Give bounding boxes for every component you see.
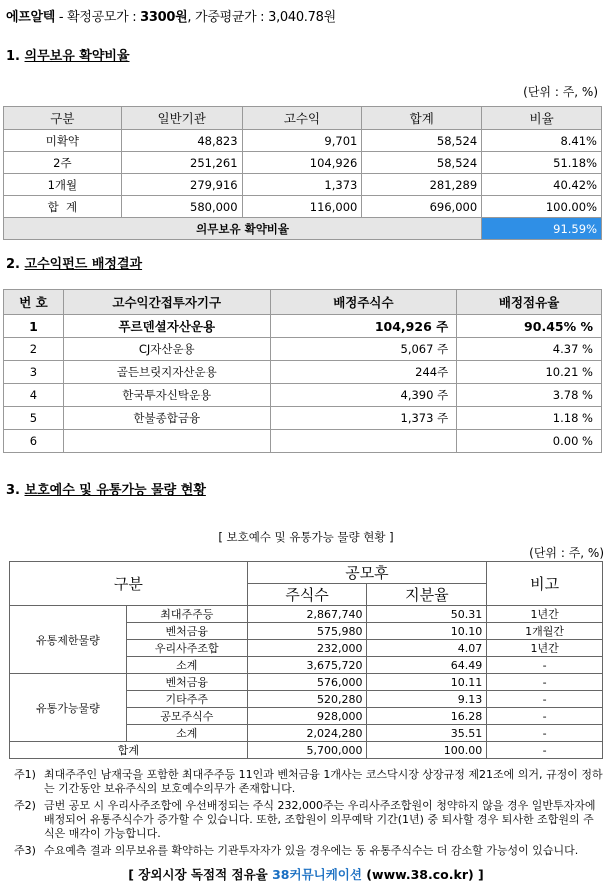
section3-unit: (단위 : 주, %) xyxy=(529,546,604,560)
footnote xyxy=(14,799,604,841)
table-header-row xyxy=(4,290,602,315)
table-row xyxy=(4,130,602,152)
column-header: 배정점유율 xyxy=(457,290,602,315)
offer-price: 3300원 xyxy=(140,10,188,25)
table-cell: 251,261 xyxy=(121,152,242,174)
table-cell: 벤처금융 xyxy=(126,674,247,691)
table-cell: 48,823 xyxy=(121,130,242,152)
footnote-key: 주1) xyxy=(14,768,36,781)
table-cell: 한국투자신탁운용 xyxy=(63,384,270,407)
column-header: 구분 xyxy=(4,107,122,130)
table-cell: 10.10 xyxy=(367,623,487,640)
table-cell: 104,926 주 xyxy=(270,315,457,338)
group-label: 유통가능물량 xyxy=(10,674,127,742)
section3-title-text: 보호예수 및 유통가능 물량 현황 xyxy=(24,483,206,498)
table-cell: 3.78 % xyxy=(457,384,602,407)
table-cell: 2주 xyxy=(4,152,122,174)
table-cell: - xyxy=(487,742,603,759)
footnote-key: 주2) xyxy=(14,799,36,812)
table-cell: 100.00% xyxy=(482,196,602,218)
table-row xyxy=(4,152,602,174)
group-label: 유통제한물량 xyxy=(10,606,127,674)
table-cell: - xyxy=(487,674,603,691)
fund-allocation-table xyxy=(3,289,602,453)
table-cell: 244주 xyxy=(270,361,457,384)
table-cell: 합계 xyxy=(10,742,248,759)
table-cell: - xyxy=(487,708,603,725)
table-cell: 3 xyxy=(4,361,64,384)
table-cell: 4,390 주 xyxy=(270,384,457,407)
section1-title xyxy=(6,45,130,64)
table-cell: 520,280 xyxy=(247,691,367,708)
section2-title xyxy=(6,253,142,272)
total-value: 91.59% xyxy=(482,218,602,240)
table-cell: 1.18 % xyxy=(457,407,602,430)
table-cell: 소계 xyxy=(126,725,247,742)
table-cell: 4.37 % xyxy=(457,338,602,361)
table-cell: 10.11 xyxy=(367,674,487,691)
table-cell: 3,675,720 xyxy=(247,657,367,674)
total-row xyxy=(10,742,603,759)
header-sep2: , 가중평균가 : xyxy=(187,10,269,25)
table-cell: 8.41% xyxy=(482,130,602,152)
column-header: 비율 xyxy=(482,107,602,130)
table-cell: CJ자산운용 xyxy=(63,338,270,361)
table-cell: 696,000 xyxy=(362,196,482,218)
table-cell: 기타주주 xyxy=(126,691,247,708)
section1-number: 1. xyxy=(6,49,20,64)
table-cell: 5,067 주 xyxy=(270,338,457,361)
table-row xyxy=(4,407,602,430)
table-cell: 51.18% xyxy=(482,152,602,174)
header-sep1: - 확정공모가 : xyxy=(55,10,141,25)
table-cell: 40.42% xyxy=(482,174,602,196)
table-cell xyxy=(63,430,270,453)
table-cell: 2 xyxy=(4,338,64,361)
column-header: 고수익간접투자기구 xyxy=(63,290,270,315)
table-cell: 928,000 xyxy=(247,708,367,725)
table-cell xyxy=(270,430,457,453)
section3-number: 3. xyxy=(6,483,20,498)
footnote-text: 최대주주인 남재국을 포함한 최대주주등 11인과 벤처금융 1개사는 코스닥시장 상장규정 제21조에 의거, 규정이 정하는 기간동안 보유주식의 보호예수의무가 존재합니다. xyxy=(44,768,603,795)
table-cell: 100.00 xyxy=(367,742,487,759)
table-row xyxy=(4,384,602,407)
table-row xyxy=(4,315,602,338)
table-cell: 64.49 xyxy=(367,657,487,674)
footnote xyxy=(14,768,604,796)
footnote-text: 금번 공모 시 우리사주조합에 우선배정되는 주식 232,000주는 우리사주조합원이 청약하지 않을 경우 일반투자자에 배정되어 유통주식수가 증가할 수 있습니다. 또한, 조합원이 의무예탁 기간(1년) 중 퇴사할 경우 퇴사한 조합원의 주식은 매각이 가능합니다. xyxy=(44,799,596,840)
table-cell: 벤처금융 xyxy=(126,623,247,640)
footer-pre: [ 장외시장 독점적 점유율 xyxy=(128,867,273,882)
table-cell: 279,916 xyxy=(121,174,242,196)
footnote xyxy=(14,844,604,858)
column-header: 지분율 xyxy=(367,584,487,606)
footer-banner xyxy=(0,865,612,883)
column-header: 구분 xyxy=(10,562,248,606)
table-cell: 58,524 xyxy=(362,130,482,152)
table-cell: 35.51 xyxy=(367,725,487,742)
column-header: 번 호 xyxy=(4,290,64,315)
table-cell: 1 xyxy=(4,315,64,338)
weighted-avg-price: 3,040.78원 xyxy=(268,10,336,25)
table-row xyxy=(4,361,602,384)
table-cell: - xyxy=(487,691,603,708)
section3-title xyxy=(6,479,206,498)
table-cell: 합 계 xyxy=(4,196,122,218)
table-cell: 한불종합금융 xyxy=(63,407,270,430)
table-row xyxy=(10,606,603,623)
total-label: 의무보유 확약비율 xyxy=(4,218,482,240)
column-header: 배정주식수 xyxy=(270,290,457,315)
table-cell: 116,000 xyxy=(242,196,362,218)
table-cell: 푸르덴셜자산운용 xyxy=(63,315,270,338)
table-cell: 1년간 xyxy=(487,606,603,623)
table-row xyxy=(4,196,602,218)
table-cell: 281,289 xyxy=(362,174,482,196)
table-cell: 580,000 xyxy=(121,196,242,218)
table-cell: 10.21 % xyxy=(457,361,602,384)
lockup-ratio-table xyxy=(3,106,602,240)
section1-unit: (단위 : 주, %) xyxy=(523,85,598,99)
table-cell: 575,980 xyxy=(247,623,367,640)
footnote-text: 수요예측 결과 의무보유를 확약하는 기관투자자가 있을 경우에는 동 유통주식수는 더 감소할 가능성이 있습니다. xyxy=(44,844,579,857)
table-row xyxy=(4,430,602,453)
column-header: 합계 xyxy=(362,107,482,130)
table-cell: 1년간 xyxy=(487,640,603,657)
column-header: 일반기관 xyxy=(121,107,242,130)
table-cell: 1개월 xyxy=(4,174,122,196)
section2-title-text: 고수익펀드 배정결과 xyxy=(24,257,143,272)
column-header: 주식수 xyxy=(247,584,367,606)
table-cell: 6 xyxy=(4,430,64,453)
table-cell: 최대주주등 xyxy=(126,606,247,623)
table-cell: 골든브릿지자산운용 xyxy=(63,361,270,384)
table-cell: 2,867,740 xyxy=(247,606,367,623)
total-row xyxy=(4,218,602,240)
table-cell: 4.07 xyxy=(367,640,487,657)
table-cell: - xyxy=(487,725,603,742)
table-cell: - xyxy=(487,657,603,674)
table-cell: 1,373 xyxy=(242,174,362,196)
footnote-key: 주3) xyxy=(14,844,36,857)
footnotes xyxy=(14,768,604,861)
column-header: 고수익 xyxy=(242,107,362,130)
section2-number: 2. xyxy=(6,257,20,272)
table-header-row xyxy=(10,562,603,584)
table-cell: 58,524 xyxy=(362,152,482,174)
table-cell: 90.45% % xyxy=(457,315,602,338)
table-cell: 50.31 xyxy=(367,606,487,623)
table-row xyxy=(10,674,603,691)
table-cell: 0.00 % xyxy=(457,430,602,453)
table-row xyxy=(4,174,602,196)
table-cell: 1,373 주 xyxy=(270,407,457,430)
footer-post: (www.38.co.kr) ] xyxy=(361,867,484,882)
table-cell: 16.28 xyxy=(367,708,487,725)
lockup-float-table xyxy=(9,561,603,759)
table-cell: 9.13 xyxy=(367,691,487,708)
table-header-row xyxy=(4,107,602,130)
section3-caption: [ 보호예수 및 유통가능 물량 현황 ] xyxy=(218,530,394,544)
table-cell: 소계 xyxy=(126,657,247,674)
table-cell: 232,000 xyxy=(247,640,367,657)
table-cell: 9,701 xyxy=(242,130,362,152)
table-cell: 5 xyxy=(4,407,64,430)
column-header: 비고 xyxy=(487,562,603,606)
company-name: 에프알텍 xyxy=(6,10,56,25)
column-header: 공모후 xyxy=(247,562,487,584)
table-cell: 2,024,280 xyxy=(247,725,367,742)
footer-brand-link[interactable]: 38커뮤니케이션 xyxy=(272,867,362,882)
table-cell: 4 xyxy=(4,384,64,407)
table-cell: 우리사주조합 xyxy=(126,640,247,657)
section1-title-text: 의무보유 확약비율 xyxy=(24,49,130,64)
table-cell: 104,926 xyxy=(242,152,362,174)
table-cell: 576,000 xyxy=(247,674,367,691)
table-cell: 미확약 xyxy=(4,130,122,152)
table-cell: 공모주식수 xyxy=(126,708,247,725)
header-line xyxy=(6,6,336,25)
table-cell: 1개월간 xyxy=(487,623,603,640)
table-cell: 5,700,000 xyxy=(247,742,367,759)
table-row xyxy=(4,338,602,361)
